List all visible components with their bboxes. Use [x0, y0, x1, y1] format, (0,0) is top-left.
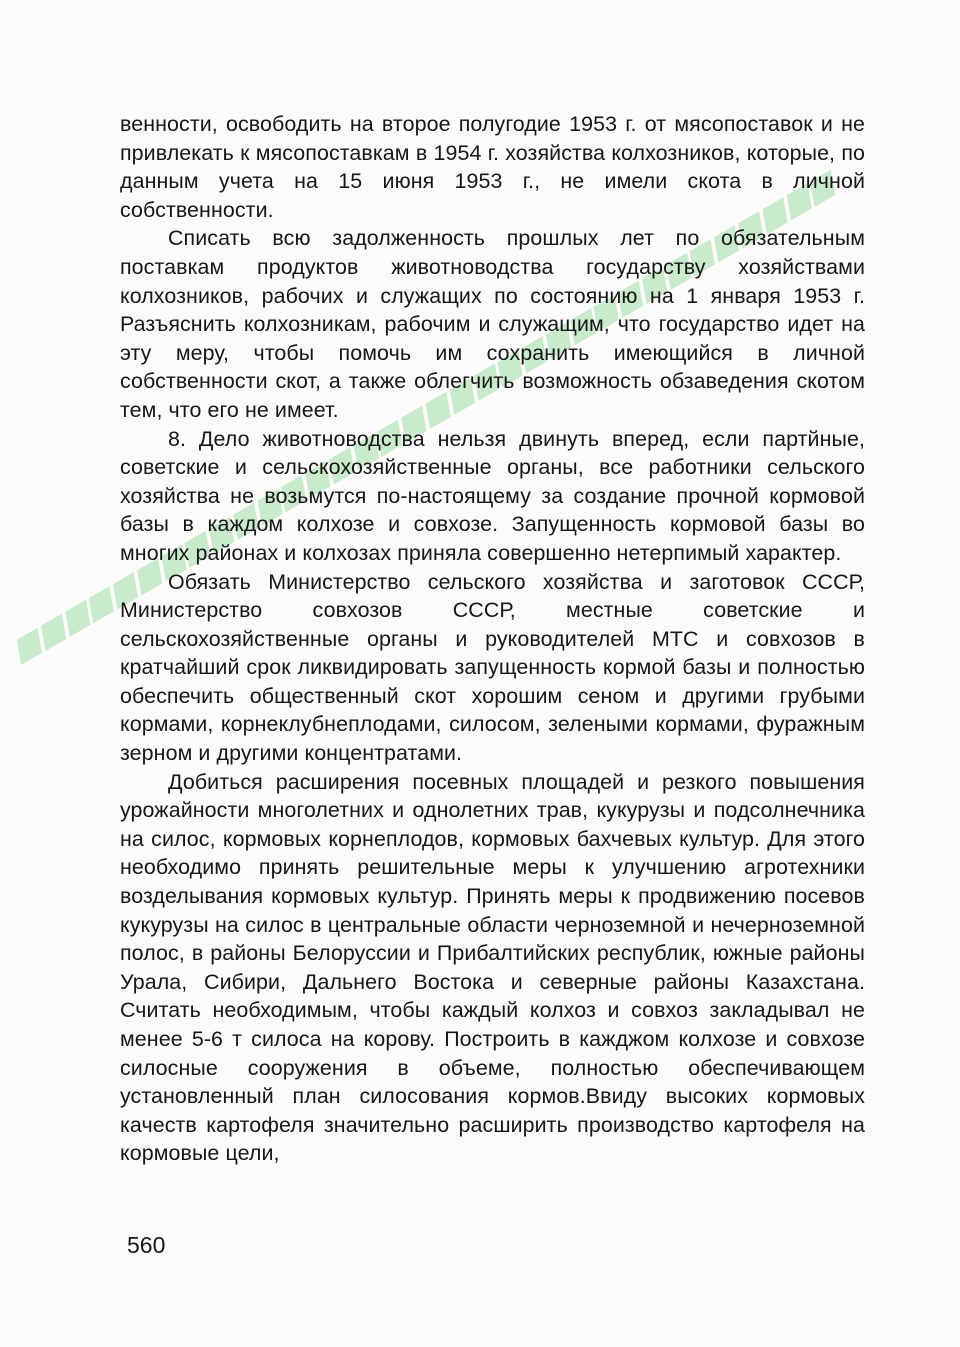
- paragraph-1: венности, освободить на второе полугодие 1953 г. от мясопоставок и не привлекать к мясопоставкам в 1954 г. хозяйства колхозников, которые, по данным учета на 15 июня 1953 г., не имели скота в личной собственности.: [120, 112, 865, 222]
- body-text: [120, 110, 865, 1168]
- page-number: 560: [127, 1232, 166, 1258]
- paragraph-4: Обязать Министерство сельского хозяйства и заготовок СССР, Министерство совхозов СССР, местные советские и сельскохозяйственные органы и руководителей МТС и совхозов в кратчайший срок ликвидировать запущенность кормой базы и полностью обеспечить общественный скот хорошим сеном и другими грубыми кормами, корнеклубнеплодами, силосом, зелеными кормами, фуражным зерном и другими концентратами.: [120, 569, 865, 766]
- watermark-block: [17, 628, 42, 665]
- watermark-block: [41, 614, 66, 651]
- paragraph-3: 8. Дело животноводства нельзя двинуть вперед, если партйные, советские и сельскохозяйственные органы, все работники сельского хозяйства не возьмутся по-настоящему за создание прочной кормовой базы в каждом колхозе и совхозе. Запущенность кормовой базы во многих районах и колхозах приняла совершенно нетерпимый характер.: [120, 426, 865, 565]
- paragraph-5: Добиться расширения посевных площадей и резкого повышения урожайности многолетних и однолетних трав, кукурузы и подсолнечника на силос, кормовых корнеплодов, кормовых бахчевых культур. Для этого необходимо принять решительные меры к улучшению агротехники возделывания кормовых культур. Принять меры к продвижению посевов кукурузы на силос в центральные области черноземной и нечерноземной полос, в районы Белоруссии и Прибалтийских республик, южные районы Урала, Сибири, Дальнего Востока и северные районы Казахстана. Считать необходимым, чтобы каждый колхоз и совхоз закладывал не менее 5-6 т силоса на корову. Построить в кажджом колхозе и совхозе силосные сооружения в объеме, полностью обеспечивающем установленный план силосования кормов.Ввиду высоких кормовых качеств картофеля значительно расширить производство картофеля на кормовые цели,: [120, 769, 865, 1166]
- watermark-block: [65, 600, 90, 637]
- watermark-block: [89, 586, 114, 623]
- paragraph-2: Списать всю задолженность прошлых лет по обязательным поставкам продуктов животноводства государству хозяйствами колхозников, рабочих и служащих по состоянию на 1 января 1953 г. Разъяснить колхозникам, рабочим и служащим, что государство идет на эту меру, чтобы помочь им сохранить имеющийся в личной собственности скот, а также облегчить возможность обзаведения скотом тем, что его не имеет.: [120, 226, 865, 422]
